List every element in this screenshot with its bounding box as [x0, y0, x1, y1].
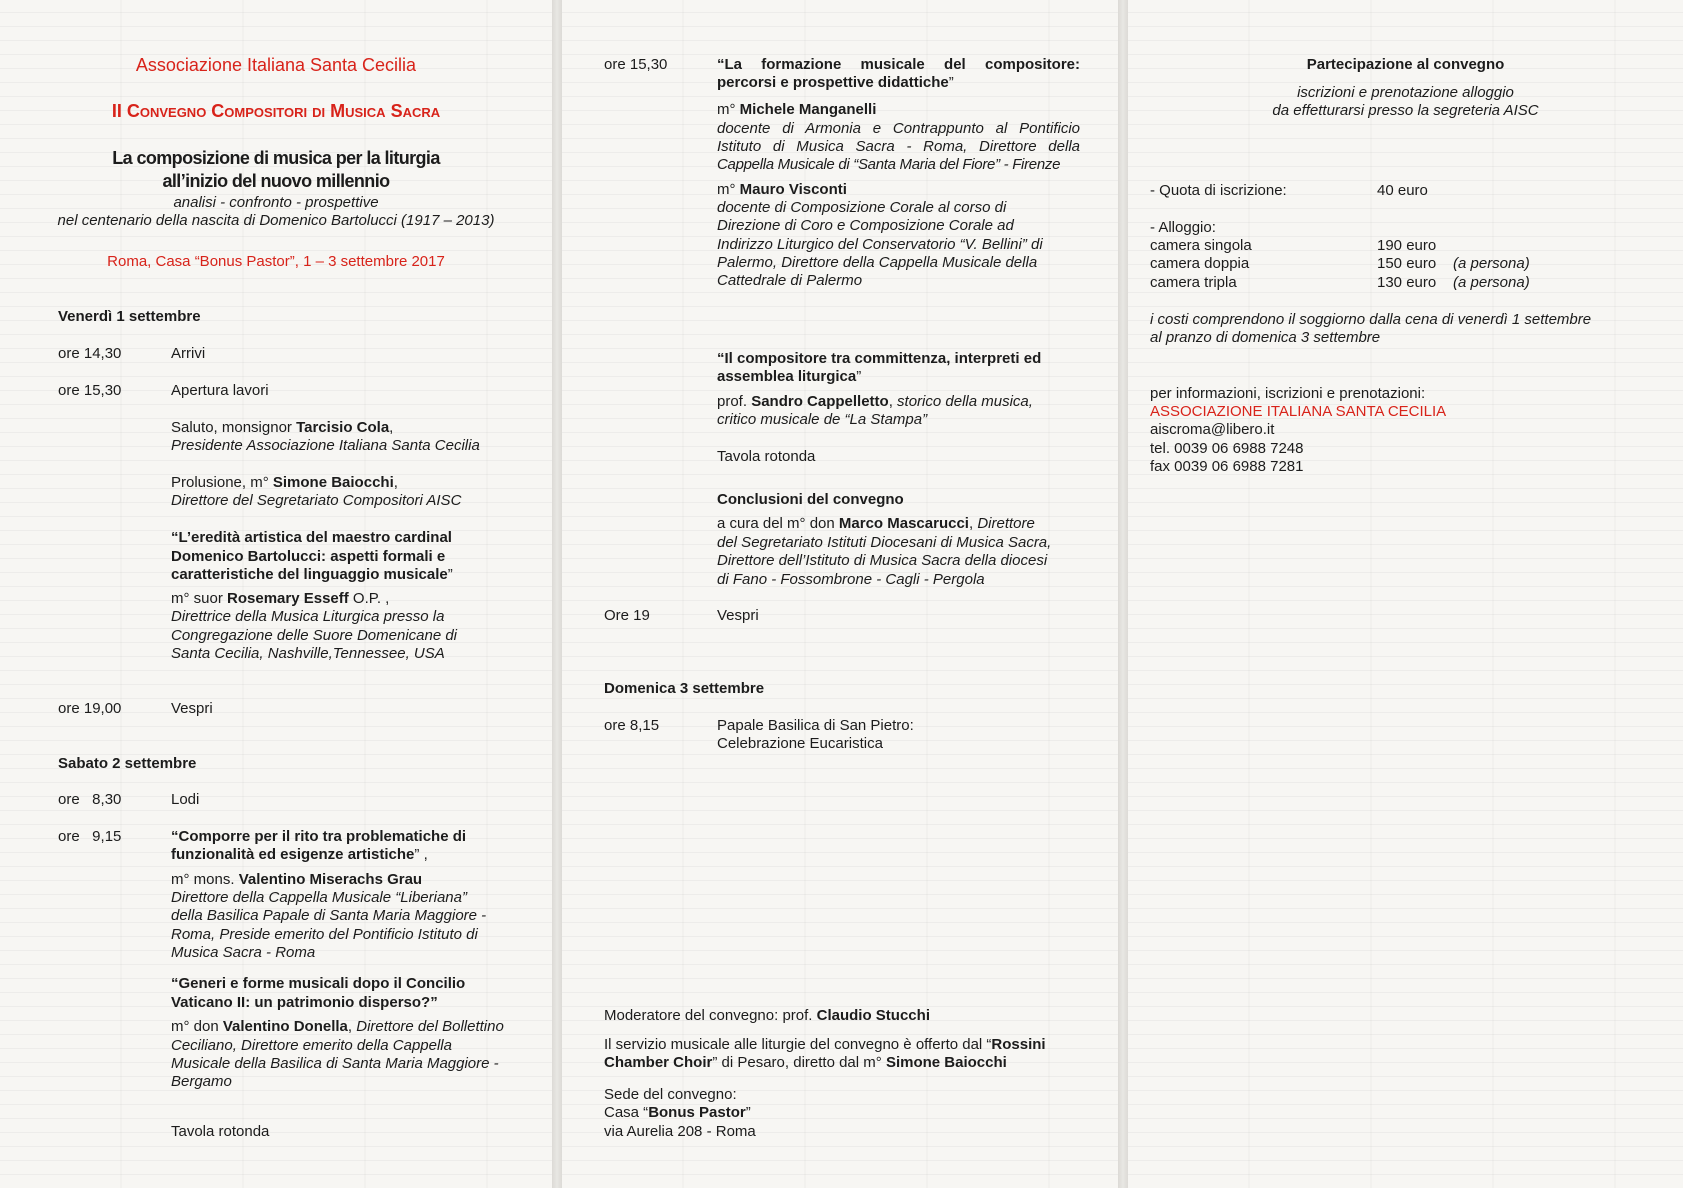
time-915: ore 9,15: [58, 828, 122, 845]
costi-line1: i costi comprendono il soggiorno dalla cena di venerdì 1 settembre: [1150, 311, 1592, 328]
saluto-prefix: Saluto, monsignor: [171, 419, 297, 436]
org-name: Associazione Italiana Santa Cecilia: [135, 55, 417, 75]
room-tripla-price: 130 euro: [1377, 274, 1437, 291]
talk3-line2: Vaticano II: un patrimonio disperso?”: [171, 994, 438, 1011]
talk4-line2-text: percorsi e prospettive didattiche: [717, 74, 949, 91]
room-doppia-name: camera doppia: [1150, 255, 1250, 272]
speaker4-role1: docente di Armonia e Contrappunto al Pontificio: [717, 120, 1080, 137]
speaker1-role3: Santa Cecilia, Nashville,Tennessee, USA: [171, 645, 445, 662]
speaker3-role4: Bergamo: [171, 1073, 232, 1090]
speaker7-role2: del Segretariato Istituti Diocesani di Musica Sacra,: [717, 534, 1052, 551]
time-815: ore 8,15: [604, 717, 660, 734]
costi-line2: al pranzo di domenica 3 settembre: [1150, 329, 1381, 346]
speaker4-role3: Cappella Musicale di “Santa Maria del Fiore” - Firenze: [717, 156, 1061, 173]
servizio-choir-1: Rossini: [991, 1036, 1046, 1053]
event-apertura: Apertura lavori: [171, 382, 269, 399]
venue-date: Roma, Casa “Bonus Pastor”, 1 – 3 settembre 2017: [107, 253, 445, 270]
sede-name: Bonus Pastor: [648, 1104, 746, 1121]
speaker6-prefix: prof.: [717, 393, 752, 410]
panel-right: [1128, 0, 1683, 1188]
prolusione-role: Direttore del Segretariato Compositori AISC: [171, 492, 462, 509]
speaker4-line: [717, 101, 876, 119]
moderatore-line: [604, 1007, 930, 1025]
event-lodi: Lodi: [171, 791, 200, 808]
speaker3-line: [171, 1018, 504, 1036]
prol-name: Simone Baiocchi: [272, 474, 394, 491]
subtitle-line1: analisi - confronto - prospettive: [173, 194, 379, 211]
prol-prefix: Prolusione, m°: [171, 474, 273, 491]
main-title-line1: La composizione di musica per la liturgia: [112, 148, 440, 168]
moderatore-prefix: Moderatore del convegno: prof.: [604, 1007, 817, 1024]
prolusione-line: [171, 474, 398, 492]
speaker3-suffix: ,: [347, 1018, 357, 1035]
info-tel: tel. 0039 06 6988 7248: [1150, 440, 1304, 457]
speaker2-role2: della Basilica Papale di Santa Maria Maggiore -: [171, 907, 487, 924]
speaker5-role5: Cattedrale di Palermo: [717, 272, 863, 289]
quota-label: - Quota di iscrizione:: [1150, 182, 1287, 199]
fold-left: [552, 0, 562, 1188]
talk4-line2: [717, 74, 954, 92]
speaker7-role3: Direttore dell’Istituto di Musica Sacra della diocesi: [717, 552, 1048, 569]
partecipazione-sub2: da effetturarsi presso la segreteria AISC: [1272, 102, 1539, 119]
servizio-line2: [604, 1054, 1007, 1072]
speaker3-role1: Direttore del Bollettino: [356, 1018, 504, 1035]
event-celebrazione: Celebrazione Eucaristica: [717, 735, 883, 752]
talk5-line2: [717, 368, 861, 386]
speaker7-line: [717, 515, 1035, 533]
talk2-line2: [171, 846, 428, 864]
speaker2-name: Valentino Miserachs Grau: [238, 871, 423, 888]
day2-heading: Sabato 2 settembre: [58, 755, 197, 772]
time-1530-day2: ore 15,30: [604, 56, 668, 73]
servizio-choir-2: Chamber Choir: [604, 1054, 713, 1071]
speaker6-role2: critico musicale de “La Stampa”: [717, 411, 928, 428]
speaker7-name: Marco Mascarucci: [838, 515, 969, 532]
servizio-mid: ” di Pesaro, diretto dal m°: [712, 1054, 886, 1071]
speaker6-suffix: ,: [888, 393, 898, 410]
servizio-director: Simone Baiocchi: [885, 1054, 1007, 1071]
main-title-line2: all’inizio del nuovo millennio: [162, 171, 390, 191]
speaker6-line: [717, 393, 1033, 411]
quota-value: 40 euro: [1377, 182, 1428, 199]
room-singola-name: camera singola: [1150, 237, 1252, 254]
speaker7-role1: Direttore: [977, 515, 1035, 532]
panel-middle: [562, 0, 1118, 1188]
panel-left: [0, 0, 552, 1188]
speaker3-role3: Musicale della Basilica di Santa Maria Maggiore -: [171, 1055, 499, 1072]
speaker7-role4: di Fano - Fossombrone - Cagli - Pergola: [717, 571, 985, 588]
speaker4-prefix: m°: [717, 101, 740, 118]
speaker3-role2: Ceciliano, Direttore emerito della Cappella: [171, 1037, 452, 1054]
talk2-line2-text: funzionalità ed esigenze artistiche: [171, 846, 415, 863]
speaker1-line: [171, 590, 389, 608]
room-tripla-name: camera tripla: [1150, 274, 1237, 291]
talk4-line1: “La formazione musicale del compositore:: [717, 56, 1080, 73]
saluto-role: Presidente Associazione Italiana Santa Cecilia: [171, 437, 480, 454]
room-doppia-note: (a persona): [1453, 255, 1530, 272]
info-org: ASSOCIAZIONE ITALIANA SANTA CECILIA: [1150, 403, 1447, 420]
time-ore19: Ore 19: [604, 607, 650, 624]
moderatore-name: Claudio Stucchi: [816, 1007, 930, 1024]
speaker4-name: Michele Manganelli: [739, 101, 877, 118]
speaker6-role1: storico della musica,: [897, 393, 1033, 410]
speaker1-role1: Direttrice della Musica Liturgica presso la: [171, 608, 445, 625]
talk1-line2: Domenico Bartolucci: aspetti formali e: [171, 548, 446, 565]
sede-suffix: ”: [745, 1104, 751, 1121]
talk5-line2-text: assemblea liturgica: [717, 368, 857, 385]
sede-prefix: Casa “: [604, 1104, 649, 1121]
speaker2-role3: Roma, Preside emerito del Pontificio Istituto di: [171, 926, 478, 943]
time-830: ore 8,30: [58, 791, 122, 808]
event-vespri-1: Vespri: [171, 700, 213, 717]
talk5-line1: “Il compositore tra committenza, interpreti ed: [717, 350, 1042, 367]
speaker2-role1: Direttore della Cappella Musicale “Liberiana”: [171, 889, 467, 906]
servizio-line1: [604, 1036, 1046, 1054]
speaker5-role4: Palermo, Direttore della Cappella Musicale della: [717, 254, 1038, 271]
time-1430: ore 14,30: [58, 345, 122, 362]
speaker3-name: Valentino Donella: [222, 1018, 348, 1035]
speaker5-role1: docente di Composizione Corale al corso di: [717, 199, 1007, 216]
room-singola-price: 190 euro: [1377, 237, 1437, 254]
alloggio-label: - Alloggio:: [1150, 219, 1216, 236]
event-basilica: Papale Basilica di San Pietro:: [717, 717, 914, 734]
saluto-suffix: ,: [389, 419, 394, 436]
speaker5-line: [717, 181, 847, 199]
room-tripla-note: (a persona): [1453, 274, 1530, 291]
day3-heading: Domenica 3 settembre: [604, 680, 765, 697]
convegno-title: II Convegno Compositori di Musica Sacra: [111, 101, 441, 121]
speaker1-role2: Congregazione delle Suore Domenicane di: [171, 627, 458, 644]
talk2-line1: “Comporre per il rito tra problematiche di: [171, 828, 467, 845]
servizio-prefix: Il servizio musicale alle liturgie del convegno è offerto dal “: [604, 1036, 992, 1053]
fold-right: [1118, 0, 1128, 1188]
speaker7-prefix: a cura del m° don: [717, 515, 839, 532]
partecipazione-title: Partecipazione al convegno: [1306, 56, 1505, 73]
talk4-quote: ”: [948, 74, 954, 91]
talk3-line1: “Generi e forme musicali dopo il Concilio: [171, 975, 466, 992]
sede-label: Sede del convegno:: [604, 1086, 737, 1103]
speaker2-prefix: m° mons.: [171, 871, 239, 888]
sede-address: via Aurelia 208 - Roma: [604, 1123, 756, 1140]
speaker5-name: Mauro Visconti: [739, 181, 847, 198]
talk5-quote: ”: [856, 368, 862, 385]
time-1530: ore 15,30: [58, 382, 122, 399]
room-doppia-price: 150 euro: [1377, 255, 1437, 272]
saluto-line: [171, 419, 393, 437]
time-1900: ore 19,00: [58, 700, 122, 717]
speaker2-line: [171, 871, 422, 889]
tavola-rotonda-1: Tavola rotonda: [171, 1123, 270, 1140]
sede-name-line: [604, 1104, 751, 1122]
speaker5-prefix: m°: [717, 181, 740, 198]
speaker3-prefix: m° don: [171, 1018, 223, 1035]
event-vespri-2: Vespri: [717, 607, 759, 624]
info-fax: fax 0039 06 6988 7281: [1150, 458, 1304, 475]
talk1-quote: ”: [447, 566, 453, 583]
talk1-line3: [171, 566, 453, 584]
talk1-line3-text: caratteristiche del linguaggio musicale: [171, 566, 448, 583]
saluto-name: Tarcisio Cola: [296, 419, 390, 436]
conclusioni-heading: Conclusioni del convegno: [717, 491, 904, 508]
speaker1-suffix: O.P. ,: [348, 590, 390, 607]
speaker1-name: Rosemary Esseff: [227, 590, 349, 607]
talk2-quote: ” ,: [414, 846, 428, 863]
speaker1-prefix: m° suor: [171, 590, 228, 607]
partecipazione-sub1: iscrizioni e prenotazione alloggio: [1297, 84, 1514, 101]
info-label: per informazioni, iscrizioni e prenotazioni:: [1150, 385, 1426, 402]
speaker7-suffix: ,: [968, 515, 978, 532]
tavola-rotonda-2: Tavola rotonda: [717, 448, 816, 465]
speaker6-name: Sandro Cappelletto: [751, 393, 889, 410]
subtitle-line2: nel centenario della nascita di Domenico Bartolucci (1917 – 2013): [57, 212, 495, 229]
info-email[interactable]: aiscroma@libero.it: [1150, 421, 1275, 438]
day1-heading: Venerdì 1 settembre: [58, 308, 201, 325]
speaker5-role2: Direzione di Coro e Composizione Corale ad: [717, 217, 1014, 234]
speaker5-role3: Indirizzo Liturgico del Conservatorio “V. Bellini” di: [717, 236, 1043, 253]
talk1-line1: “L’eredità artistica del maestro cardinal: [171, 529, 452, 546]
prol-suffix: ,: [393, 474, 398, 491]
speaker4-role2: Istituto di Musica Sacra - Roma, Direttore della: [717, 138, 1080, 155]
event-arrivi: Arrivi: [171, 345, 206, 362]
speaker2-role4: Musica Sacra - Roma: [171, 944, 316, 961]
